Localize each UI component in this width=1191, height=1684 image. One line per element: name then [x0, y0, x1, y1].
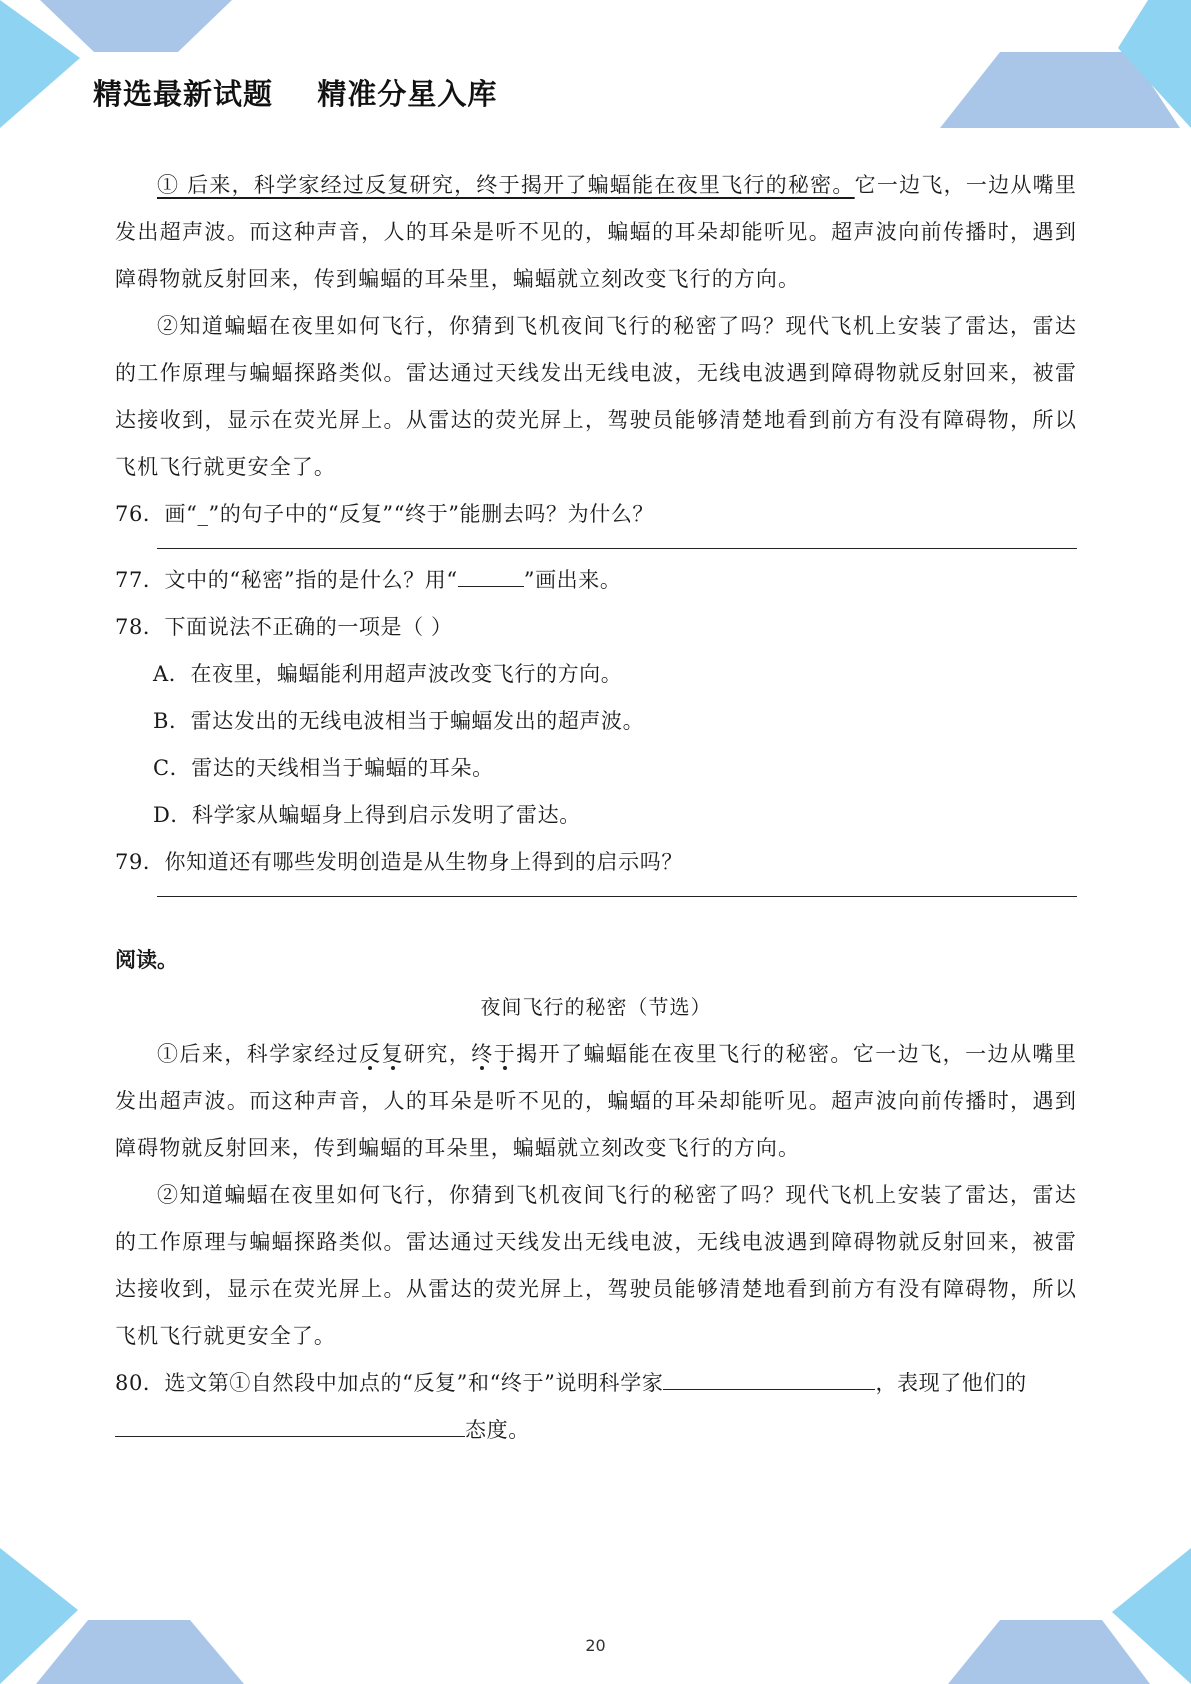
top-left-trapezoid	[40, 0, 232, 52]
passage2-text-c: 揭开了蝙蝠能在夜里飞行的秘密。它一边飞，一边从嘴里发出超声波。而这种声音，人的耳朵是听不见的，蝙蝠的耳朵却能听见。超声波向前传播时，遇到障碍物就反射回来，传到蝙蝠的耳朵里，蝙蝠就立刻改变飞行的方向。	[115, 1042, 1077, 1160]
answer-blank-1[interactable]	[663, 1367, 875, 1390]
option-a[interactable]: A．在夜里，蝙蝠能利用超声波改变飞行的方向。	[153, 662, 623, 686]
bottom-left-triangle	[0, 1548, 78, 1684]
section-label: 阅读。	[115, 948, 178, 972]
option-c[interactable]: C．雷达的天线相当于蝙蝠的耳朵。	[153, 756, 494, 780]
passage2-paragraph1	[115, 1031, 1077, 1172]
passage2-text-a: ①后来，科学家经过	[157, 1042, 360, 1066]
answer-blank-2[interactable]	[115, 1414, 465, 1437]
question-80-text-a: 80．选文第①自然段中加点的“反复”和“终于”说明科学家	[115, 1371, 664, 1395]
option-d[interactable]: D．科学家从蝙蝠身上得到启示发明了雷达。	[153, 803, 581, 827]
passage1-paragraph2: ②知道蝙蝠在夜里如何飞行，你猜到飞机夜间飞行的秘密了吗？现代飞机上安装了雷达，雷达的工作原理与蝙蝠探路类似。雷达通过天线发出无线电波，无线电波遇到障碍物就反射回来，被雷达接收到，显示在荧光屏上。从雷达的荧光屏上，驾驶员能够清楚地看到前方有没有障碍物，所以飞机飞行就更安全了。	[115, 314, 1077, 479]
question-77	[115, 557, 1077, 604]
answer-line-76[interactable]	[157, 538, 1077, 549]
passage2-text-b: 研究，	[403, 1042, 472, 1066]
dotted-char: 终	[471, 1042, 494, 1066]
underline-mark	[458, 564, 524, 587]
question-80	[115, 1360, 1077, 1454]
question-79: 79．你知道还有哪些发明创造是从生物身上得到的启示吗？	[115, 850, 683, 874]
dotted-char: 反	[359, 1042, 382, 1066]
header-title: 精选最新试题 精准分星入库	[93, 77, 498, 111]
dotted-char: 于	[493, 1042, 517, 1066]
page-number: 20	[585, 1636, 606, 1655]
question-77-text-b: ”画出来。	[523, 568, 622, 592]
passage1-paragraph1	[115, 162, 1077, 303]
passage2-paragraph2: ②知道蝙蝠在夜里如何飞行，你猜到飞机夜间飞行的秘密了吗？现代飞机上安装了雷达，雷达的工作原理与蝙蝠探路类似。雷达通过天线发出无线电波，无线电波遇到障碍物就反射回来，被雷达接收到，显示在荧光屏上。从雷达的荧光屏上，驾驶员能够清楚地看到前方有没有障碍物，所以飞机飞行就更安全了。	[115, 1183, 1077, 1348]
question-78: 78．下面说法不正确的一项是（ ）	[115, 615, 453, 639]
question-80-text-c: 态度。	[465, 1418, 530, 1442]
dotted-char: 复	[381, 1042, 404, 1066]
answer-line-79[interactable]	[157, 886, 1077, 897]
question-76: 76．画“_”的句子中的“反复”“终于”能删去吗？为什么？	[115, 502, 655, 526]
question-80-text-b: ，表现了他们的	[875, 1371, 1027, 1395]
option-b[interactable]: B．雷达发出的无线电波相当于蝙蝠发出的超声波。	[153, 709, 645, 733]
top-right-triangle	[1118, 0, 1191, 128]
question-77-text-a: 77．文中的“秘密”指的是什么？用“	[115, 568, 458, 592]
underlined-sentence: ① 后来，科学家经过反复研究，终于揭开了蝙蝠能在夜里飞行的秘密。	[157, 173, 855, 197]
passage1-paragraph1-rest: 它一边飞，一边从嘴里发出超声波。而这种声音，人的耳朵是听不见的，蝙蝠的耳朵却能听见。超声波向前传播时，遇到障碍物就反射回来，传到蝙蝠的耳朵里，蝙蝠就立刻改变飞行的方向。	[115, 173, 1077, 291]
document-body	[115, 162, 1077, 1454]
bottom-right-triangle	[1112, 1548, 1191, 1684]
passage-title: 夜间飞行的秘密（节选）	[480, 995, 712, 1019]
top-left-triangle	[0, 0, 80, 128]
top-right-trapezoid	[940, 52, 1180, 128]
